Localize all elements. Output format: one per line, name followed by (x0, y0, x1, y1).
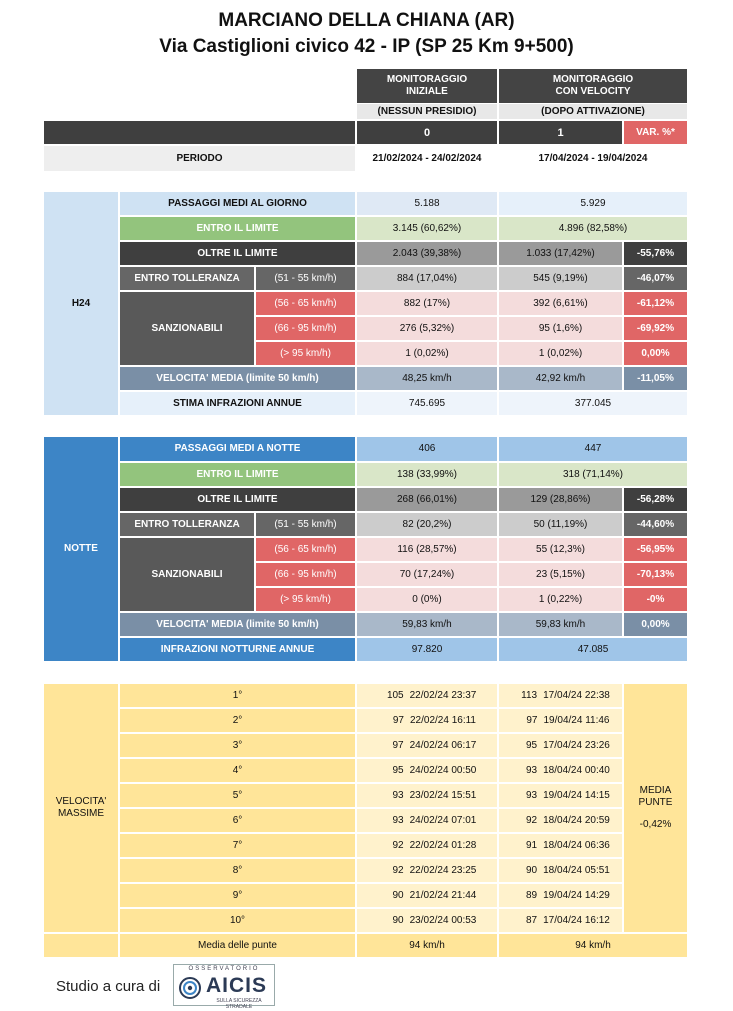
media-punte-label: MEDIA PUNTE (638, 785, 673, 808)
h24-range3-col2: 1 (0,02%) (499, 342, 622, 365)
h24-tolleranza-col2: 545 (9,19%) (499, 267, 622, 290)
notte-velocita-var: 0,00% (624, 613, 687, 636)
header-col1-title: MONITORAGGIO INIZIALE (357, 69, 497, 103)
media-punte-blank (44, 934, 118, 957)
maxspeed-col1 (357, 759, 497, 782)
maxspeed-datetime: 23/02/24 00:53 (409, 914, 477, 926)
h24-oltre-col2: 1.033 (17,42%) (499, 242, 622, 265)
maxspeed-col1 (357, 784, 497, 807)
maxspeed-rank: 5° (120, 784, 355, 807)
maxspeed-datetime: 24/02/24 07:01 (409, 814, 477, 826)
maxspeed-value: 93 (392, 789, 404, 801)
maxspeed-datetime: 22/02/24 23:37 (409, 689, 477, 701)
h24-velocita-var: -11,05% (624, 367, 687, 390)
media-delle-punte-label: Media delle punte (120, 934, 355, 957)
notte-range1-var: -56,95% (624, 538, 687, 561)
h24-stima-col1: 745.695 (357, 392, 497, 415)
h24-range1: (56 - 65 km/h) (256, 292, 355, 315)
maxspeed-col2 (499, 909, 622, 932)
maxspeed-value: 93 (526, 764, 538, 776)
h24-passaggi-label: PASSAGGI MEDI AL GIORNO (120, 192, 355, 215)
maxspeed-value: 97 (392, 739, 404, 751)
logo-top-text: OSSERVATORIO (188, 966, 260, 972)
notte-range1-col1: 116 (28,57%) (357, 538, 497, 561)
notte-range3-col2: 1 (0,22%) (499, 588, 622, 611)
maxspeed-rank: 6° (120, 809, 355, 832)
maxspeed-col1 (357, 809, 497, 832)
h24-range3-col1: 1 (0,02%) (357, 342, 497, 365)
logo-swirl-icon (178, 976, 202, 1000)
maxspeed-rank: 2° (120, 709, 355, 732)
h24-section-label: H24 (44, 192, 118, 415)
maxspeed-col2 (499, 834, 622, 857)
notte-passaggi-col1: 406 (357, 437, 497, 461)
notte-oltre-col1: 268 (66,01%) (357, 488, 497, 511)
maxspeed-col2 (499, 759, 622, 782)
h24-range1-col2: 392 (6,61%) (499, 292, 622, 315)
h24-oltre-label: OLTRE IL LIMITE (120, 242, 355, 265)
maxspeed-value: 97 (526, 714, 538, 726)
maxspeed-col1 (357, 709, 497, 732)
notte-velocita-col1: 59,83 km/h (357, 613, 497, 636)
notte-entro-col1: 138 (33,99%) (357, 463, 497, 486)
maxspeed-rank: 4° (120, 759, 355, 782)
notte-oltre-col2: 129 (28,86%) (499, 488, 622, 511)
h24-range2: (66 - 95 km/h) (256, 317, 355, 340)
maxspeed-col1 (357, 734, 497, 757)
h24-tolleranza-label: ENTRO TOLLERANZA (120, 267, 254, 290)
maxspeed-col1 (357, 684, 497, 707)
maxspeed-value: 97 (392, 714, 404, 726)
notte-tolleranza-col2: 50 (11,19%) (499, 513, 622, 536)
maxspeed-value: 89 (526, 889, 538, 901)
notte-entro-col2: 318 (71,14%) (499, 463, 687, 486)
notte-oltre-var: -56,28% (624, 488, 687, 511)
studio-text: Studio a cura di (56, 978, 161, 995)
notte-range2: (66 - 95 km/h) (256, 563, 355, 586)
h24-velocita-col2: 42,92 km/h (499, 367, 622, 390)
notte-stima-col2: 47.085 (499, 638, 687, 661)
h24-sanzionabili-label: SANZIONABILI (120, 292, 254, 365)
h24-tolleranza-range: (51 - 55 km/h) (256, 267, 355, 290)
media-delle-punte-col2: 94 km/h (499, 934, 687, 957)
maxspeed-rank: 10° (120, 909, 355, 932)
notte-velocita-col2: 59,83 km/h (499, 613, 622, 636)
h24-velocita-col1: 48,25 km/h (357, 367, 497, 390)
maxspeed-value: 90 (392, 914, 404, 926)
media-punte-var: -0,42% (639, 819, 672, 830)
notte-stima-label: INFRAZIONI NOTTURNE ANNUE (120, 638, 355, 661)
maxspeed-rank: 7° (120, 834, 355, 857)
logo-sub-text: SULLA SICUREZZA STRADALE (216, 998, 262, 1010)
notte-velocita-label: VELOCITA' MEDIA (limite 50 km/h) (120, 613, 355, 636)
media-delle-punte-col1: 94 km/h (357, 934, 497, 957)
maxspeed-datetime: 18/04/24 00:40 (543, 764, 610, 776)
h24-oltre-col1: 2.043 (39,38%) (357, 242, 497, 265)
maxspeed-col2 (499, 709, 622, 732)
maxspeed-value: 91 (526, 839, 538, 851)
h24-range3-var: 0,00% (624, 342, 687, 365)
maxspeed-datetime: 19/04/24 14:29 (543, 889, 610, 901)
notte-section-label: NOTTE (44, 437, 118, 661)
maxspeed-col2 (499, 784, 622, 807)
maxspeed-col1 (357, 834, 497, 857)
maxspeed-datetime: 17/04/24 22:38 (543, 689, 610, 701)
maxspeed-value: 90 (392, 889, 404, 901)
maxspeed-datetime: 22/02/24 01:28 (409, 839, 477, 851)
maxspeed-rank: 9° (120, 884, 355, 907)
logo-name: AICIS (206, 974, 268, 997)
maxspeed-datetime: 19/04/24 14:15 (543, 789, 610, 801)
header-col2-title: MONITORAGGIO CON VELOCITY (499, 69, 687, 103)
maxspeed-col1 (357, 859, 497, 882)
notte-tolleranza-col1: 82 (20,2%) (357, 513, 497, 536)
maxspeed-datetime: 17/04/24 23:26 (543, 739, 610, 751)
maxspeed-datetime: 24/02/24 00:50 (409, 764, 477, 776)
period-col1: 21/02/2024 - 24/02/2024 (372, 152, 482, 164)
notte-oltre-label: OLTRE IL LIMITE (120, 488, 355, 511)
header-var-label: VAR. %* (624, 121, 687, 144)
maxspeed-datetime: 22/02/24 16:11 (410, 714, 476, 726)
maxspeed-col1 (357, 884, 497, 907)
h24-velocita-label: VELOCITA' MEDIA (limite 50 km/h) (120, 367, 355, 390)
maxspeed-rank: 1° (120, 684, 355, 707)
maxspeed-datetime: 22/02/24 23:25 (409, 864, 477, 876)
notte-tolleranza-label: ENTRO TOLLERANZA (120, 513, 254, 536)
notte-range1-col2: 55 (12,3%) (499, 538, 622, 561)
period-col2: 17/04/2024 - 19/04/2024 (538, 152, 648, 164)
maxspeed-value: 92 (392, 839, 404, 851)
maxspeed-col2 (499, 684, 622, 707)
maxspeed-value: 90 (526, 864, 538, 876)
notte-entro-label: ENTRO IL LIMITE (120, 463, 355, 486)
header-blank-dark (44, 121, 355, 144)
h24-range2-var: -69,92% (624, 317, 687, 340)
notte-range3-var: -0% (624, 588, 687, 611)
notte-range2-col1: 70 (17,24%) (357, 563, 497, 586)
maxspeed-value: 87 (526, 914, 538, 926)
h24-entro-col2: 4.896 (82,58%) (499, 217, 687, 240)
maxspeed-datetime: 18/04/24 06:36 (543, 839, 610, 851)
maxspeed-col1 (357, 909, 497, 932)
header-col1-number: 0 (357, 121, 497, 144)
maxspeed-datetime: 23/02/24 15:51 (409, 789, 477, 801)
maxspeed-col2 (499, 809, 622, 832)
maxspeed-value: 95 (526, 739, 538, 751)
h24-range3: (> 95 km/h) (256, 342, 355, 365)
page-title: MARCIANO DELLA CHIANA (AR) (218, 10, 515, 31)
notte-tolleranza-range: (51 - 55 km/h) (256, 513, 355, 536)
notte-tolleranza-var: -44,60% (624, 513, 687, 536)
h24-entro-col1: 3.145 (60,62%) (357, 217, 497, 240)
maxspeed-value: 92 (392, 864, 404, 876)
maxspeed-value: 95 (392, 764, 404, 776)
h24-range2-col2: 95 (1,6%) (499, 317, 622, 340)
maxspeed-col2 (499, 884, 622, 907)
maxspeed-value: 93 (526, 789, 538, 801)
h24-tolleranza-col1: 884 (17,04%) (357, 267, 497, 290)
maxspeed-rank: 3° (120, 734, 355, 757)
notte-passaggi-label: PASSAGGI MEDI A NOTTE (120, 437, 355, 461)
header-col2-number: 1 (499, 121, 622, 144)
maxspeed-rank: 8° (120, 859, 355, 882)
h24-entro-label: ENTRO IL LIMITE (120, 217, 355, 240)
maxspeed-col2 (499, 859, 622, 882)
maxspeed-value: 105 (386, 689, 404, 701)
h24-tolleranza-var: -46,07% (624, 267, 687, 290)
maxspeed-col2 (499, 734, 622, 757)
notte-range1: (56 - 65 km/h) (256, 538, 355, 561)
notte-range3-col1: 0 (0%) (357, 588, 497, 611)
header-col1-subtitle: (NESSUN PRESIDIO) (357, 104, 497, 119)
h24-oltre-var: -55,76% (624, 242, 687, 265)
period-label: PERIODO (44, 146, 355, 171)
maxspeed-value: 113 (521, 689, 538, 701)
maxspeed-datetime: 19/04/24 11:46 (543, 714, 610, 726)
notte-range3: (> 95 km/h) (256, 588, 355, 611)
maxspeed-datetime: 24/02/24 06:17 (409, 739, 477, 751)
maxspeed-datetime: 17/04/24 16:12 (543, 914, 610, 926)
notte-sanzionabili-label: SANZIONABILI (120, 538, 254, 611)
notte-range2-var: -70,13% (624, 563, 687, 586)
h24-range2-col1: 276 (5,32%) (357, 317, 497, 340)
media-punte-box (624, 684, 687, 932)
h24-passaggi-col2: 5.929 (499, 192, 687, 215)
h24-range1-col1: 882 (17%) (357, 292, 497, 315)
header-col2-subtitle: (DOPO ATTIVAZIONE) (499, 104, 687, 119)
page-subtitle: Via Castiglioni civico 42 - IP (SP 25 Km 9+500) (159, 36, 574, 57)
h24-stima-col2: 377.045 (499, 392, 687, 415)
maxspeed-datetime: 21/02/24 21:44 (409, 889, 477, 901)
maxspeed-datetime: 18/04/24 05:51 (543, 864, 610, 876)
h24-passaggi-col1: 5.188 (357, 192, 497, 215)
aicis-logo (173, 964, 275, 1010)
maxspeed-datetime: 18/04/24 20:59 (543, 814, 610, 826)
notte-stima-col1: 97.820 (357, 638, 497, 661)
notte-range2-col2: 23 (5,15%) (499, 563, 622, 586)
maxspeed-value: 93 (392, 814, 404, 826)
h24-range1-var: -61,12% (624, 292, 687, 315)
notte-passaggi-col2: 447 (499, 437, 687, 461)
maxspeed-value: 92 (526, 814, 538, 826)
h24-stima-label: STIMA INFRAZIONI ANNUE (120, 392, 355, 415)
maxspeed-section-label: VELOCITA' MASSIME (44, 684, 118, 932)
